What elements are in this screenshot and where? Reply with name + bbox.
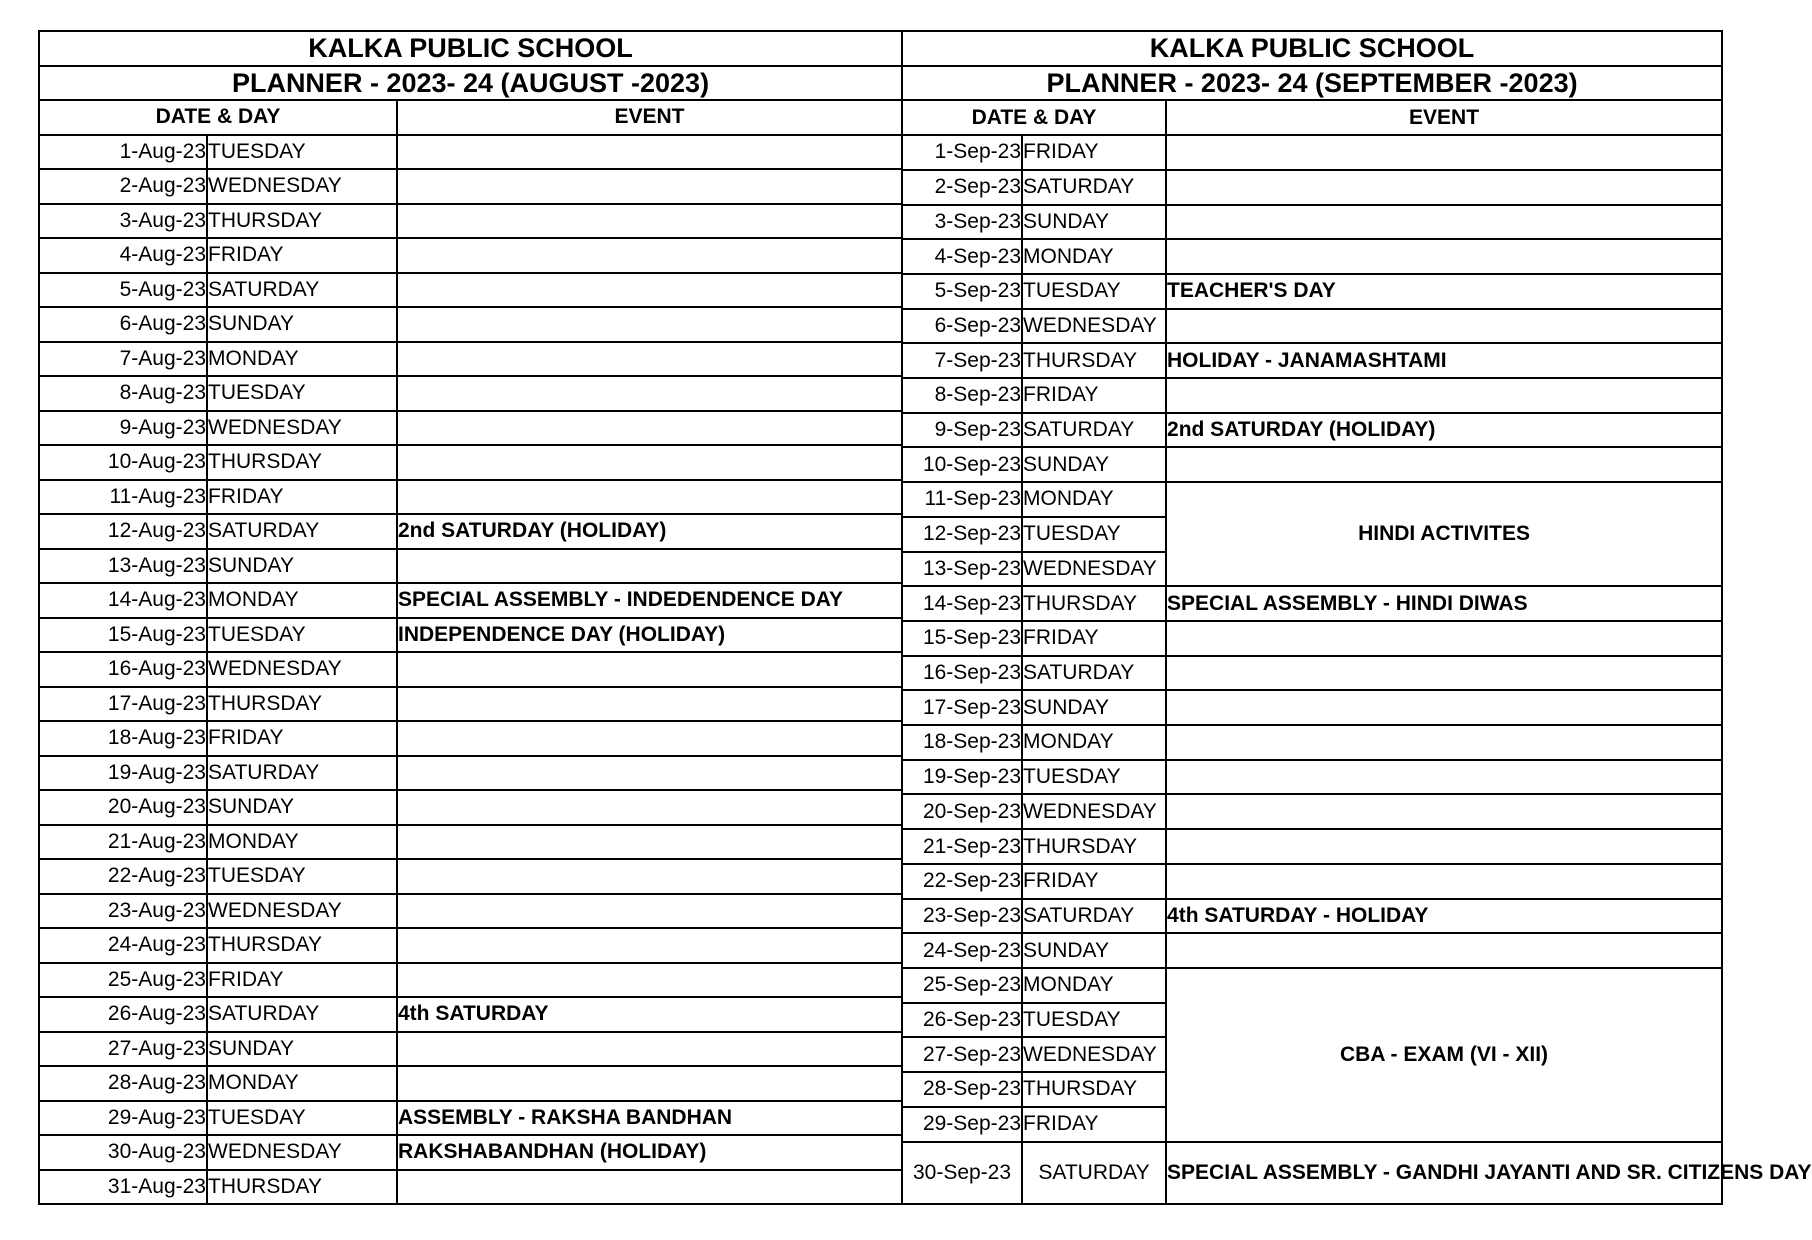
event-cell: 4th SATURDAY bbox=[397, 997, 902, 1032]
table-row bbox=[39, 859, 902, 894]
day-cell: TUESDAY bbox=[1022, 1003, 1166, 1038]
day-cell: SATURDAY bbox=[207, 514, 397, 549]
event-cell bbox=[397, 825, 902, 860]
event-cell bbox=[397, 135, 902, 170]
date-cell: 17-Aug-23 bbox=[39, 687, 207, 722]
event-cell: SPECIAL ASSEMBLY - GANDHI JAYANTI AND SR. CITIZENS DAY bbox=[1166, 1142, 1722, 1205]
table-row bbox=[902, 794, 1722, 829]
event-cell: HOLIDAY - JANAMASHTAMI bbox=[1166, 343, 1722, 378]
day-cell: THURSDAY bbox=[1022, 1072, 1166, 1107]
date-cell: 4-Sep-23 bbox=[902, 239, 1022, 274]
table-row bbox=[39, 169, 902, 204]
august-planner-title: PLANNER - 2023- 24 (AUGUST -2023) bbox=[39, 66, 902, 101]
event-cell: HINDI ACTIVITES bbox=[1166, 482, 1722, 586]
event-cell bbox=[397, 445, 902, 480]
date-cell: 11-Sep-23 bbox=[902, 482, 1022, 517]
table-row bbox=[39, 687, 902, 722]
event-cell bbox=[1166, 135, 1722, 170]
table-row bbox=[39, 583, 902, 618]
table-row bbox=[39, 376, 902, 411]
september-header-date-day: DATE & DAY bbox=[902, 100, 1166, 135]
date-cell: 27-Sep-23 bbox=[902, 1037, 1022, 1072]
event-cell bbox=[397, 342, 902, 377]
table-row bbox=[39, 894, 902, 929]
day-cell: WEDNESDAY bbox=[1022, 552, 1166, 587]
event-cell bbox=[1166, 794, 1722, 829]
date-cell: 20-Aug-23 bbox=[39, 790, 207, 825]
date-cell: 15-Sep-23 bbox=[902, 621, 1022, 656]
date-cell: 19-Sep-23 bbox=[902, 760, 1022, 795]
table-row bbox=[39, 997, 902, 1032]
event-cell bbox=[1166, 829, 1722, 864]
september-planner bbox=[901, 30, 1812, 1205]
date-cell: 25-Aug-23 bbox=[39, 963, 207, 998]
event-cell bbox=[397, 790, 902, 825]
date-cell: 3-Sep-23 bbox=[902, 205, 1022, 240]
table-row bbox=[902, 864, 1722, 899]
day-cell: THURSDAY bbox=[207, 928, 397, 963]
event-cell bbox=[1166, 760, 1722, 795]
day-cell: MONDAY bbox=[207, 342, 397, 377]
day-cell: WEDNESDAY bbox=[1022, 1037, 1166, 1072]
table-row bbox=[39, 652, 902, 687]
date-cell: 29-Sep-23 bbox=[902, 1107, 1022, 1142]
date-cell: 29-Aug-23 bbox=[39, 1101, 207, 1136]
date-cell: 1-Sep-23 bbox=[902, 135, 1022, 170]
august-rows bbox=[39, 135, 902, 1205]
table-row bbox=[39, 1135, 902, 1170]
table-row bbox=[39, 445, 902, 480]
day-cell: THURSDAY bbox=[1022, 829, 1166, 864]
august-school-name: KALKA PUBLIC SCHOOL bbox=[39, 31, 902, 66]
date-cell: 24-Aug-23 bbox=[39, 928, 207, 963]
day-cell: FRIDAY bbox=[207, 480, 397, 515]
event-cell bbox=[1166, 309, 1722, 344]
table-row bbox=[902, 586, 1722, 621]
day-cell: WEDNESDAY bbox=[207, 411, 397, 446]
table-row bbox=[902, 239, 1722, 274]
table-row bbox=[39, 411, 902, 446]
table-row bbox=[39, 721, 902, 756]
august-header-event: EVENT bbox=[397, 100, 902, 135]
table-row bbox=[902, 690, 1722, 725]
event-cell bbox=[397, 894, 902, 929]
date-cell: 28-Aug-23 bbox=[39, 1066, 207, 1101]
day-cell: SUNDAY bbox=[1022, 933, 1166, 968]
date-cell: 13-Aug-23 bbox=[39, 549, 207, 584]
event-cell bbox=[1166, 239, 1722, 274]
table-row bbox=[39, 1101, 902, 1136]
event-cell bbox=[397, 169, 902, 204]
date-cell: 14-Sep-23 bbox=[902, 586, 1022, 621]
day-cell: SUNDAY bbox=[1022, 205, 1166, 240]
table-row bbox=[902, 899, 1722, 934]
date-cell: 26-Aug-23 bbox=[39, 997, 207, 1032]
august-planner bbox=[38, 30, 903, 1205]
date-cell: 17-Sep-23 bbox=[902, 690, 1022, 725]
date-cell: 14-Aug-23 bbox=[39, 583, 207, 618]
event-cell bbox=[397, 652, 902, 687]
event-cell bbox=[397, 928, 902, 963]
day-cell: SATURDAY bbox=[1022, 413, 1166, 448]
date-cell: 9-Sep-23 bbox=[902, 413, 1022, 448]
table-row bbox=[39, 549, 902, 584]
event-cell: SPECIAL ASSEMBLY - INDEDENDENCE DAY bbox=[397, 583, 902, 618]
date-cell: 22-Sep-23 bbox=[902, 864, 1022, 899]
table-row bbox=[902, 170, 1722, 205]
day-cell: FRIDAY bbox=[1022, 864, 1166, 899]
event-cell bbox=[397, 963, 902, 998]
date-cell: 1-Aug-23 bbox=[39, 135, 207, 170]
event-cell: 2nd SATURDAY (HOLIDAY) bbox=[1166, 413, 1722, 448]
event-cell bbox=[397, 1066, 902, 1101]
day-cell: SUNDAY bbox=[207, 1032, 397, 1067]
date-cell: 27-Aug-23 bbox=[39, 1032, 207, 1067]
table-row bbox=[902, 1142, 1722, 1205]
day-cell: SATURDAY bbox=[1022, 170, 1166, 205]
event-cell bbox=[1166, 205, 1722, 240]
event-cell bbox=[1166, 656, 1722, 691]
date-cell: 22-Aug-23 bbox=[39, 859, 207, 894]
table-row bbox=[902, 274, 1722, 309]
table-row bbox=[902, 725, 1722, 760]
table-row bbox=[39, 1066, 902, 1101]
event-cell bbox=[397, 273, 902, 308]
event-cell: CBA - EXAM (VI - XII) bbox=[1166, 968, 1722, 1142]
day-cell: SUNDAY bbox=[1022, 447, 1166, 482]
date-cell: 2-Sep-23 bbox=[902, 170, 1022, 205]
table-row bbox=[39, 825, 902, 860]
date-cell: 24-Sep-23 bbox=[902, 933, 1022, 968]
day-cell: MONDAY bbox=[1022, 239, 1166, 274]
day-cell: SATURDAY bbox=[207, 997, 397, 1032]
day-cell: WEDNESDAY bbox=[207, 894, 397, 929]
date-cell: 8-Sep-23 bbox=[902, 378, 1022, 413]
event-cell bbox=[1166, 725, 1722, 760]
date-cell: 6-Aug-23 bbox=[39, 307, 207, 342]
day-cell: SATURDAY bbox=[1022, 899, 1166, 934]
day-cell: MONDAY bbox=[207, 825, 397, 860]
table-row bbox=[902, 205, 1722, 240]
table-row bbox=[39, 204, 902, 239]
day-cell: SATURDAY bbox=[207, 756, 397, 791]
day-cell: SUNDAY bbox=[207, 549, 397, 584]
day-cell: WEDNESDAY bbox=[1022, 309, 1166, 344]
day-cell: TUESDAY bbox=[207, 618, 397, 653]
date-cell: 16-Aug-23 bbox=[39, 652, 207, 687]
date-cell: 12-Aug-23 bbox=[39, 514, 207, 549]
table-row bbox=[39, 790, 902, 825]
day-cell: TUESDAY bbox=[207, 859, 397, 894]
day-cell: THURSDAY bbox=[207, 687, 397, 722]
day-cell: TUESDAY bbox=[207, 376, 397, 411]
date-cell: 18-Aug-23 bbox=[39, 721, 207, 756]
day-cell: FRIDAY bbox=[207, 963, 397, 998]
date-cell: 10-Sep-23 bbox=[902, 447, 1022, 482]
date-cell: 21-Sep-23 bbox=[902, 829, 1022, 864]
event-cell: TEACHER'S DAY bbox=[1166, 274, 1722, 309]
date-cell: 18-Sep-23 bbox=[902, 725, 1022, 760]
day-cell: SUNDAY bbox=[207, 307, 397, 342]
date-cell: 15-Aug-23 bbox=[39, 618, 207, 653]
table-row bbox=[902, 933, 1722, 968]
event-cell bbox=[397, 307, 902, 342]
day-cell: TUESDAY bbox=[1022, 517, 1166, 552]
table-row bbox=[902, 829, 1722, 864]
day-cell: MONDAY bbox=[207, 1066, 397, 1101]
date-cell: 5-Aug-23 bbox=[39, 273, 207, 308]
event-cell bbox=[397, 1170, 902, 1205]
date-cell: 3-Aug-23 bbox=[39, 204, 207, 239]
table-row bbox=[39, 928, 902, 963]
table-row bbox=[902, 309, 1722, 344]
event-cell bbox=[1166, 933, 1722, 968]
table-row bbox=[902, 656, 1722, 691]
event-cell: ASSEMBLY - RAKSHA BANDHAN bbox=[397, 1101, 902, 1136]
event-cell bbox=[397, 549, 902, 584]
day-cell: TUESDAY bbox=[207, 135, 397, 170]
date-cell: 26-Sep-23 bbox=[902, 1003, 1022, 1038]
day-cell: WEDNESDAY bbox=[1022, 794, 1166, 829]
day-cell: SATURDAY bbox=[1022, 1142, 1166, 1205]
date-cell: 9-Aug-23 bbox=[39, 411, 207, 446]
date-cell: 7-Sep-23 bbox=[902, 343, 1022, 378]
day-cell: WEDNESDAY bbox=[207, 169, 397, 204]
date-cell: 7-Aug-23 bbox=[39, 342, 207, 377]
event-cell: 2nd SATURDAY (HOLIDAY) bbox=[397, 514, 902, 549]
day-cell: MONDAY bbox=[207, 583, 397, 618]
day-cell: FRIDAY bbox=[1022, 621, 1166, 656]
table-row bbox=[39, 618, 902, 653]
date-cell: 19-Aug-23 bbox=[39, 756, 207, 791]
day-cell: SATURDAY bbox=[1022, 656, 1166, 691]
day-cell: WEDNESDAY bbox=[207, 652, 397, 687]
august-header-date-day: DATE & DAY bbox=[39, 100, 397, 135]
date-cell: 8-Aug-23 bbox=[39, 376, 207, 411]
date-cell: 25-Sep-23 bbox=[902, 968, 1022, 1003]
september-header-event: EVENT bbox=[1166, 100, 1722, 135]
date-cell: 16-Sep-23 bbox=[902, 656, 1022, 691]
day-cell: TUESDAY bbox=[1022, 760, 1166, 795]
day-cell: WEDNESDAY bbox=[207, 1135, 397, 1170]
day-cell: MONDAY bbox=[1022, 482, 1166, 517]
event-cell bbox=[1166, 690, 1722, 725]
day-cell: FRIDAY bbox=[1022, 378, 1166, 413]
date-cell: 4-Aug-23 bbox=[39, 238, 207, 273]
table-row bbox=[902, 413, 1722, 448]
event-cell bbox=[397, 411, 902, 446]
day-cell: THURSDAY bbox=[207, 204, 397, 239]
day-cell: THURSDAY bbox=[207, 1170, 397, 1205]
event-cell: SPECIAL ASSEMBLY - HINDI DIWAS bbox=[1166, 586, 1722, 621]
date-cell: 28-Sep-23 bbox=[902, 1072, 1022, 1107]
event-cell bbox=[1166, 447, 1722, 482]
event-cell bbox=[397, 204, 902, 239]
day-cell: FRIDAY bbox=[207, 238, 397, 273]
september-rows bbox=[902, 135, 1812, 1204]
date-cell: 30-Sep-23 bbox=[902, 1142, 1022, 1205]
table-row bbox=[39, 480, 902, 515]
september-planner-title: PLANNER - 2023- 24 (SEPTEMBER -2023) bbox=[902, 66, 1722, 101]
table-row bbox=[39, 135, 902, 170]
table-row bbox=[39, 1170, 902, 1205]
event-cell bbox=[397, 238, 902, 273]
date-cell: 20-Sep-23 bbox=[902, 794, 1022, 829]
day-cell: FRIDAY bbox=[1022, 1107, 1166, 1142]
event-cell bbox=[397, 687, 902, 722]
date-cell: 11-Aug-23 bbox=[39, 480, 207, 515]
table-row bbox=[39, 963, 902, 998]
event-cell bbox=[1166, 621, 1722, 656]
day-cell: THURSDAY bbox=[207, 445, 397, 480]
event-cell bbox=[397, 376, 902, 411]
day-cell: FRIDAY bbox=[207, 721, 397, 756]
day-cell: THURSDAY bbox=[1022, 586, 1166, 621]
event-cell bbox=[397, 721, 902, 756]
day-cell: SUNDAY bbox=[207, 790, 397, 825]
table-row bbox=[39, 514, 902, 549]
table-row bbox=[902, 760, 1722, 795]
table-row bbox=[902, 447, 1722, 482]
event-cell bbox=[397, 859, 902, 894]
planners bbox=[38, 30, 1812, 1205]
table-row bbox=[902, 968, 1722, 1003]
event-cell: RAKSHABANDHAN (HOLIDAY) bbox=[397, 1135, 902, 1170]
event-cell bbox=[1166, 864, 1722, 899]
event-cell: INDEPENDENCE DAY (HOLIDAY) bbox=[397, 618, 902, 653]
table-row bbox=[39, 756, 902, 791]
table-row bbox=[39, 238, 902, 273]
table-row bbox=[39, 1032, 902, 1067]
day-cell: TUESDAY bbox=[207, 1101, 397, 1136]
event-cell bbox=[1166, 378, 1722, 413]
event-cell bbox=[397, 1032, 902, 1067]
date-cell: 21-Aug-23 bbox=[39, 825, 207, 860]
date-cell: 12-Sep-23 bbox=[902, 517, 1022, 552]
date-cell: 23-Sep-23 bbox=[902, 899, 1022, 934]
table-row bbox=[902, 621, 1722, 656]
day-cell: FRIDAY bbox=[1022, 135, 1166, 170]
date-cell: 2-Aug-23 bbox=[39, 169, 207, 204]
day-cell: SATURDAY bbox=[207, 273, 397, 308]
event-cell: 4th SATURDAY - HOLIDAY bbox=[1166, 899, 1722, 934]
table-row bbox=[902, 378, 1722, 413]
day-cell: THURSDAY bbox=[1022, 343, 1166, 378]
september-school-name: KALKA PUBLIC SCHOOL bbox=[902, 31, 1722, 66]
table-row bbox=[39, 342, 902, 377]
event-cell bbox=[397, 756, 902, 791]
date-cell: 5-Sep-23 bbox=[902, 274, 1022, 309]
date-cell: 6-Sep-23 bbox=[902, 309, 1022, 344]
table-row bbox=[39, 307, 902, 342]
date-cell: 23-Aug-23 bbox=[39, 894, 207, 929]
event-cell bbox=[397, 480, 902, 515]
day-cell: MONDAY bbox=[1022, 725, 1166, 760]
day-cell: TUESDAY bbox=[1022, 274, 1166, 309]
event-cell bbox=[1166, 170, 1722, 205]
day-cell: MONDAY bbox=[1022, 968, 1166, 1003]
table-row bbox=[902, 482, 1722, 517]
table-row bbox=[39, 273, 902, 308]
table-row bbox=[902, 343, 1722, 378]
day-cell: SUNDAY bbox=[1022, 690, 1166, 725]
table-row bbox=[902, 135, 1722, 170]
date-cell: 13-Sep-23 bbox=[902, 552, 1022, 587]
date-cell: 10-Aug-23 bbox=[39, 445, 207, 480]
date-cell: 30-Aug-23 bbox=[39, 1135, 207, 1170]
date-cell: 31-Aug-23 bbox=[39, 1170, 207, 1205]
